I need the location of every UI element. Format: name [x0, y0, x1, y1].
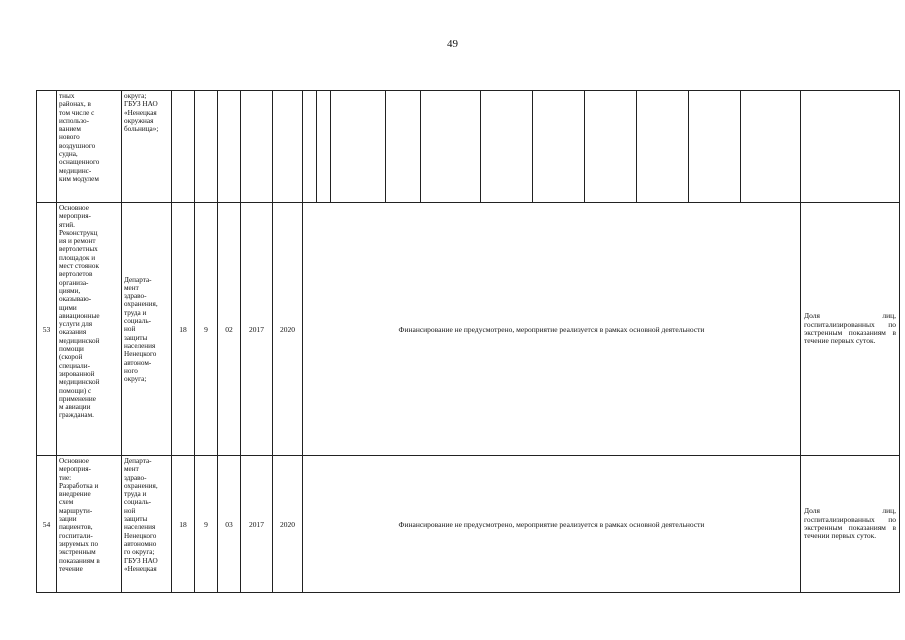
cell-finance: [317, 91, 331, 203]
cell-finance: [585, 91, 637, 203]
cell-financing: Финансирование не предусмотрено, мероприятие реализуется в рамках основной деятельности: [303, 203, 801, 456]
cell-code-2: [195, 91, 218, 203]
cell-start-year: 2017: [241, 456, 273, 593]
cell-finance: [303, 91, 317, 203]
cell-executor: округа; ГБУЗ НАО «Ненецкая окружная больница»;: [122, 91, 172, 203]
cell-code-2: 9: [195, 203, 218, 456]
cell-executor: Департа- мент здраво- охранения, труда и социаль- ной защиты населения Ненецкого автономно го округа; ГБУЗ НАО «Ненецкая: [122, 456, 172, 593]
cell-start-year: [241, 91, 273, 203]
cell-executor: Департа- мент здраво- охранения, труда и социаль- ной защиты населения Ненецкого автоном- ного округа;: [122, 203, 172, 456]
program-table: [36, 90, 900, 593]
cell-indicator: [801, 91, 900, 203]
cell-code-3: [218, 91, 241, 203]
cell-code-3: 02: [218, 203, 241, 456]
cell-num: 54: [37, 456, 57, 593]
cell-finance: [386, 91, 421, 203]
cell-indicator: Доля лиц, госпитализированных по экстренным показаниям в течении первых суток.: [801, 456, 900, 593]
cell-end-year: 2020: [273, 203, 303, 456]
table-row: [37, 456, 900, 593]
cell-finance: [689, 91, 741, 203]
table-row-continued: [37, 91, 900, 203]
cell-finance: [331, 91, 386, 203]
cell-finance: [741, 91, 801, 203]
cell-code-3: 03: [218, 456, 241, 593]
page-number: 49: [447, 38, 458, 50]
cell-code-1: [172, 91, 195, 203]
cell-num: 53: [37, 203, 57, 456]
cell-code-1: 18: [172, 456, 195, 593]
cell-code-1: 18: [172, 203, 195, 456]
cell-indicator: Доля лиц, госпитализированных по экстренным показаниям в течение первых суток.: [801, 203, 900, 456]
cell-finance: [637, 91, 689, 203]
cell-finance: [421, 91, 481, 203]
cell-event-name: Основное мероприя- ятий. Реконструкц ия и ремонт вертолетных площадок и мест стоянок вертолетов организа- циями, оказываю- щими авиационные услуги для оказания медицинской помощи (скорой специали- зированной медицинской помощи) с применение м авиации гражданам.: [57, 203, 122, 456]
cell-financing: Финансирование не предусмотрено, мероприятие реализуется в рамках основной деятельности: [303, 456, 801, 593]
cell-code-2: 9: [195, 456, 218, 593]
cell-event-name: тных районах, в том числе с использо- ванием нового воздушного судна, оснащенного медицинс- ким модулем: [57, 91, 122, 203]
cell-finance: [533, 91, 585, 203]
cell-start-year: 2017: [241, 203, 273, 456]
cell-event-name: Основное мероприя- тие: Разработка и внедрение схем маршрути- зации пациентов, госпитали- зируемых по экстренным показаниям в течение: [57, 456, 122, 593]
cell-end-year: 2020: [273, 456, 303, 593]
cell-finance: [481, 91, 533, 203]
table-row: [37, 203, 900, 456]
cell-end-year: [273, 91, 303, 203]
cell-num: [37, 91, 57, 203]
